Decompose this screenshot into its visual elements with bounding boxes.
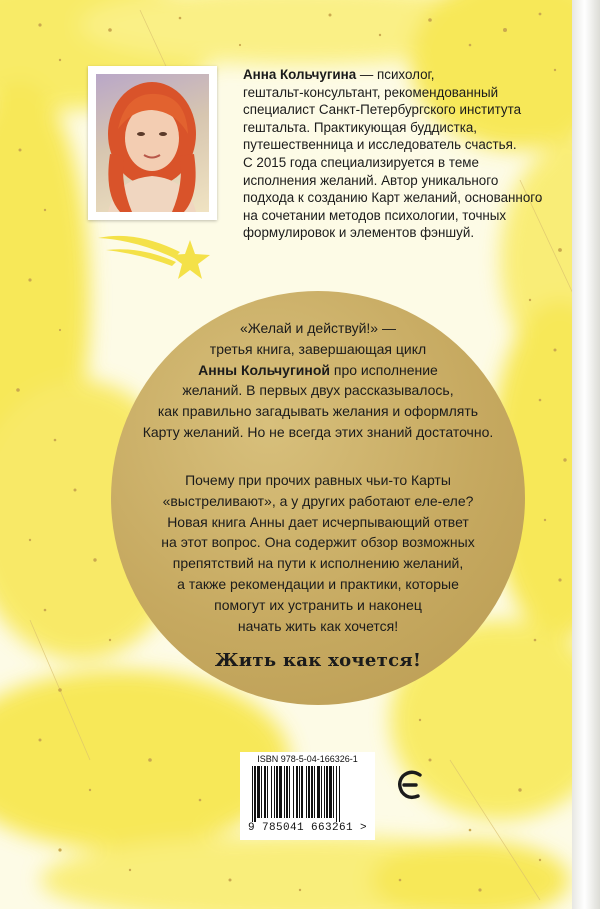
bio-line: гештальт-консультант, рекомендованный bbox=[243, 84, 499, 100]
blurb-line: Карту желаний. Но не всегда этих знаний достаточно. bbox=[142, 423, 494, 440]
blurb-line: как правильно загадывать желания и оформлять bbox=[157, 403, 479, 420]
tagline: Жить как хочется! bbox=[214, 650, 422, 671]
blurb-intro bbox=[111, 318, 525, 443]
bio-line: формулировок и элементов фэншуй. bbox=[243, 225, 475, 241]
blurb-line: препятствий на пути к исполнению желаний, bbox=[172, 555, 464, 572]
blurb-line: на этот вопрос. Она содержит обзор возможных bbox=[161, 534, 475, 551]
barcode-digits: 9 785041 663261 > bbox=[247, 822, 368, 834]
barcode-block bbox=[240, 752, 375, 840]
bio-line: С 2015 года специализируется в теме bbox=[243, 154, 479, 170]
author-photo bbox=[96, 74, 209, 212]
author-portrait-illustration bbox=[96, 74, 209, 212]
eksmo-logo-icon bbox=[398, 770, 424, 800]
bio-line: путешественница и исследователь счастья. bbox=[243, 137, 517, 153]
bio-line: гештальта. Практикующая буддистка, bbox=[243, 119, 478, 135]
blurb-line bbox=[111, 360, 525, 381]
blurb-line: «Желай и действуй!» — bbox=[240, 320, 396, 336]
author-name: Анна Кольчугина bbox=[243, 67, 357, 82]
bio-line: — психолог, bbox=[356, 67, 435, 82]
bio-line: подхода к созданию Карт желаний, основанного bbox=[243, 190, 543, 206]
author-bio bbox=[243, 66, 543, 242]
shooting-star-icon bbox=[96, 228, 216, 288]
barcode-icon bbox=[250, 766, 365, 822]
blurb-line: желаний. В первых двух рассказывалось, bbox=[182, 382, 454, 399]
blurb-line: а также рекомендации и практики, которые bbox=[177, 575, 459, 592]
author-name-genitive: Анны Кольчугиной bbox=[198, 361, 330, 378]
isbn-text: ISBN 978-5-04-166326-1 bbox=[257, 754, 358, 764]
blurb-body bbox=[111, 470, 525, 636]
blurb-line: «выстреливают», а у других работают еле-еле? bbox=[162, 492, 474, 509]
blurb-line: помогут их устранить и наконец bbox=[214, 596, 422, 613]
blurb-line: третья книга, завершающая цикл bbox=[209, 340, 427, 357]
author-photo-frame bbox=[88, 66, 217, 220]
bio-line: на сочетании методов психологии, точных bbox=[243, 207, 507, 223]
blurb-line-rest: про исполнение bbox=[330, 361, 438, 378]
blurb-line: Новая книга Анны дает исчерпывающий ответ bbox=[167, 513, 469, 530]
blurb-line: Почему при прочих равных чьи-то Карты bbox=[185, 472, 451, 488]
blurb-line: начать жить как хочется! bbox=[237, 617, 399, 634]
bio-line: специалист Санкт-Петербургского института bbox=[243, 102, 522, 118]
spine-edge bbox=[572, 0, 600, 909]
bio-line: исполнения желаний. Автор уникального bbox=[243, 172, 499, 188]
